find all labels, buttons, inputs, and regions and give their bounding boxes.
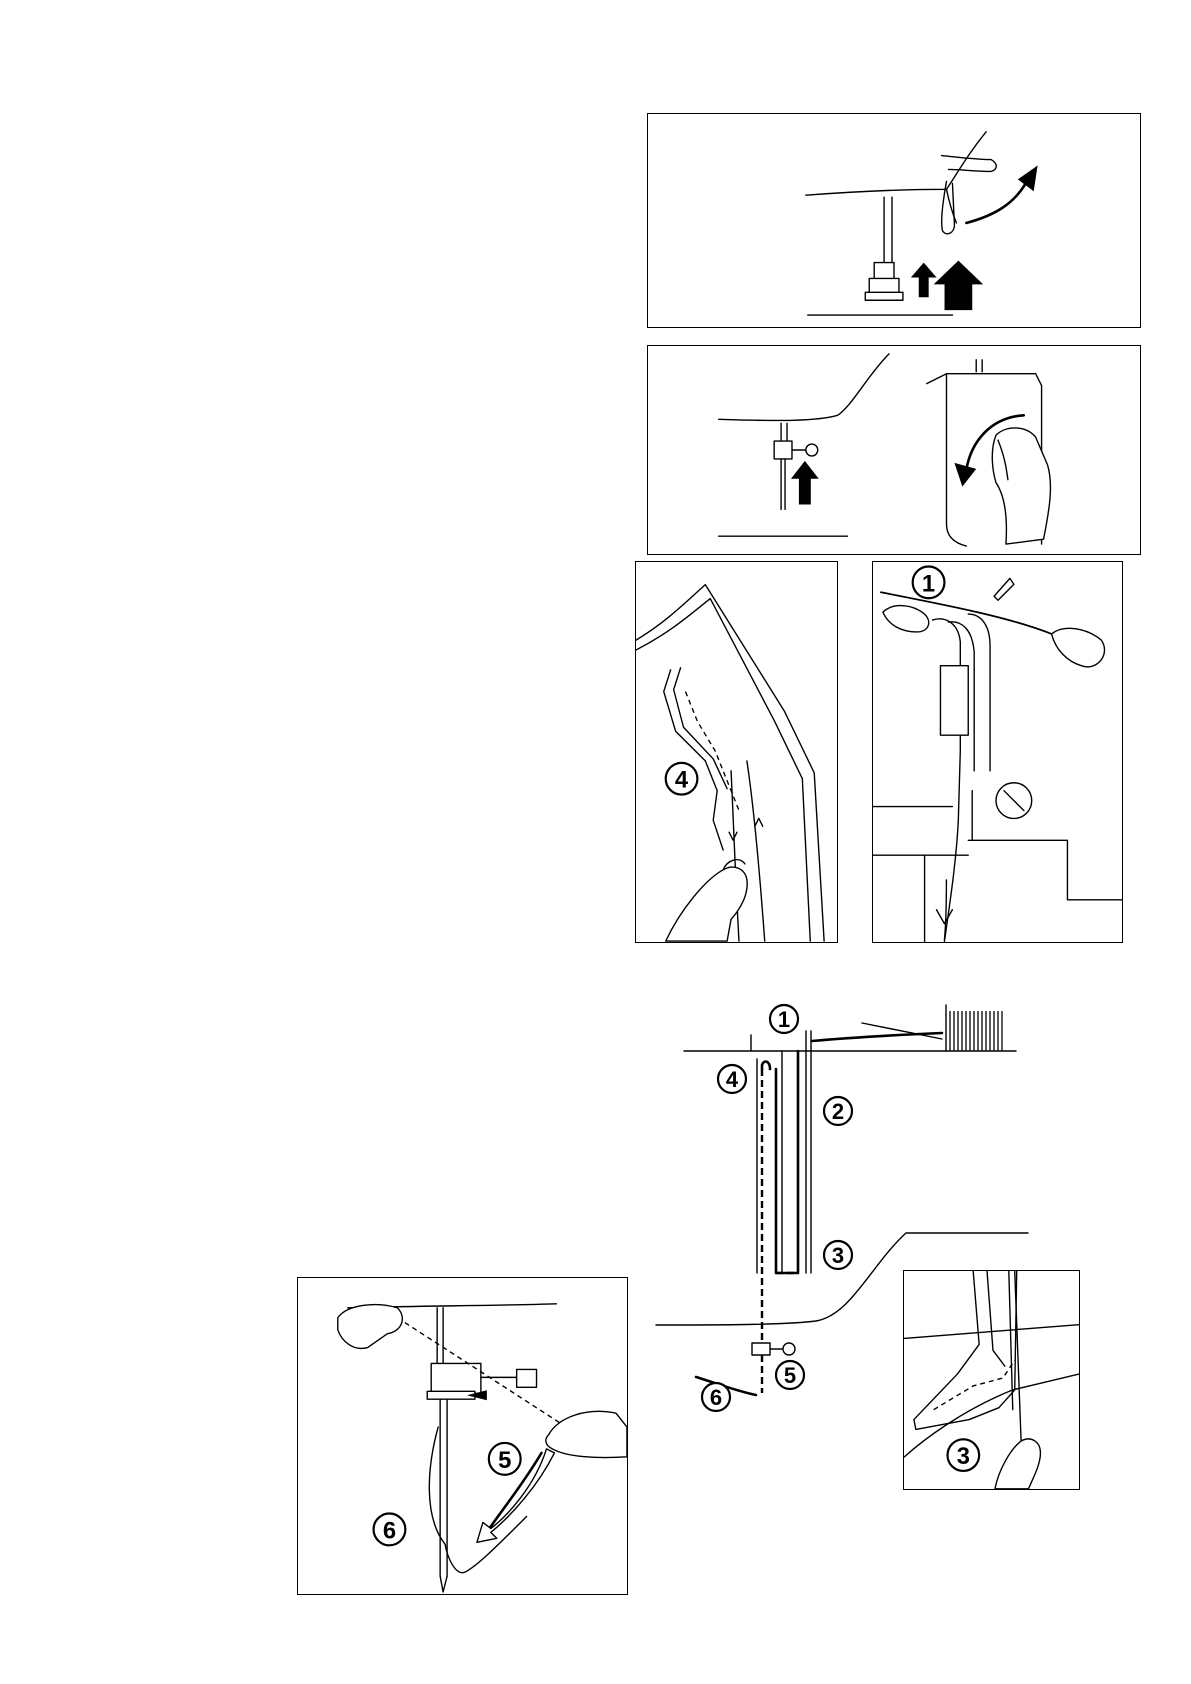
needle-raise-illustration	[648, 346, 1140, 554]
presser-foot-illustration	[648, 114, 1140, 327]
hand-icon	[338, 1305, 403, 1349]
take-up-lever-illustration	[636, 562, 837, 942]
thread-spool-icon	[862, 1005, 1002, 1051]
up-arrow-icon	[934, 261, 984, 311]
hand-icon	[883, 606, 929, 632]
hand-icon	[666, 867, 747, 941]
eye-step-6-label: 6	[382, 1517, 397, 1545]
path-step-3-label: 3	[831, 1243, 845, 1268]
path-step-2-label: 2	[831, 1099, 845, 1124]
curved-arrow-icon	[966, 183, 1025, 223]
step-4-label: 4	[674, 766, 689, 794]
check-spring-illustration	[904, 1271, 1079, 1489]
figure-needle-eye-threading	[297, 1277, 628, 1595]
needle-eye-illustration	[298, 1278, 627, 1594]
step-3-label: 3	[956, 1444, 970, 1471]
thread-guide-illustration	[873, 562, 1122, 942]
figure-step-3-check-spring	[903, 1270, 1080, 1490]
path-step-5-label: 5	[783, 1363, 797, 1388]
figure-step-4-take-up-lever	[635, 561, 838, 943]
path-step-4-label: 4	[725, 1067, 739, 1092]
figure-needle-raise-handwheel	[647, 345, 1141, 555]
hand-icon	[995, 1439, 1040, 1489]
figure-presser-foot-lever	[647, 113, 1141, 328]
path-step-6-label: 6	[709, 1385, 723, 1410]
step-1-label: 1	[921, 570, 936, 598]
hand-icon	[1052, 628, 1105, 667]
up-arrow-icon	[791, 461, 819, 505]
path-step-1-label: 1	[777, 1007, 791, 1032]
hand-icon	[546, 1411, 627, 1457]
figure-step-1-thread-guide	[872, 561, 1123, 943]
up-arrow-icon	[911, 263, 937, 298]
eye-step-5-label: 5	[498, 1446, 512, 1474]
